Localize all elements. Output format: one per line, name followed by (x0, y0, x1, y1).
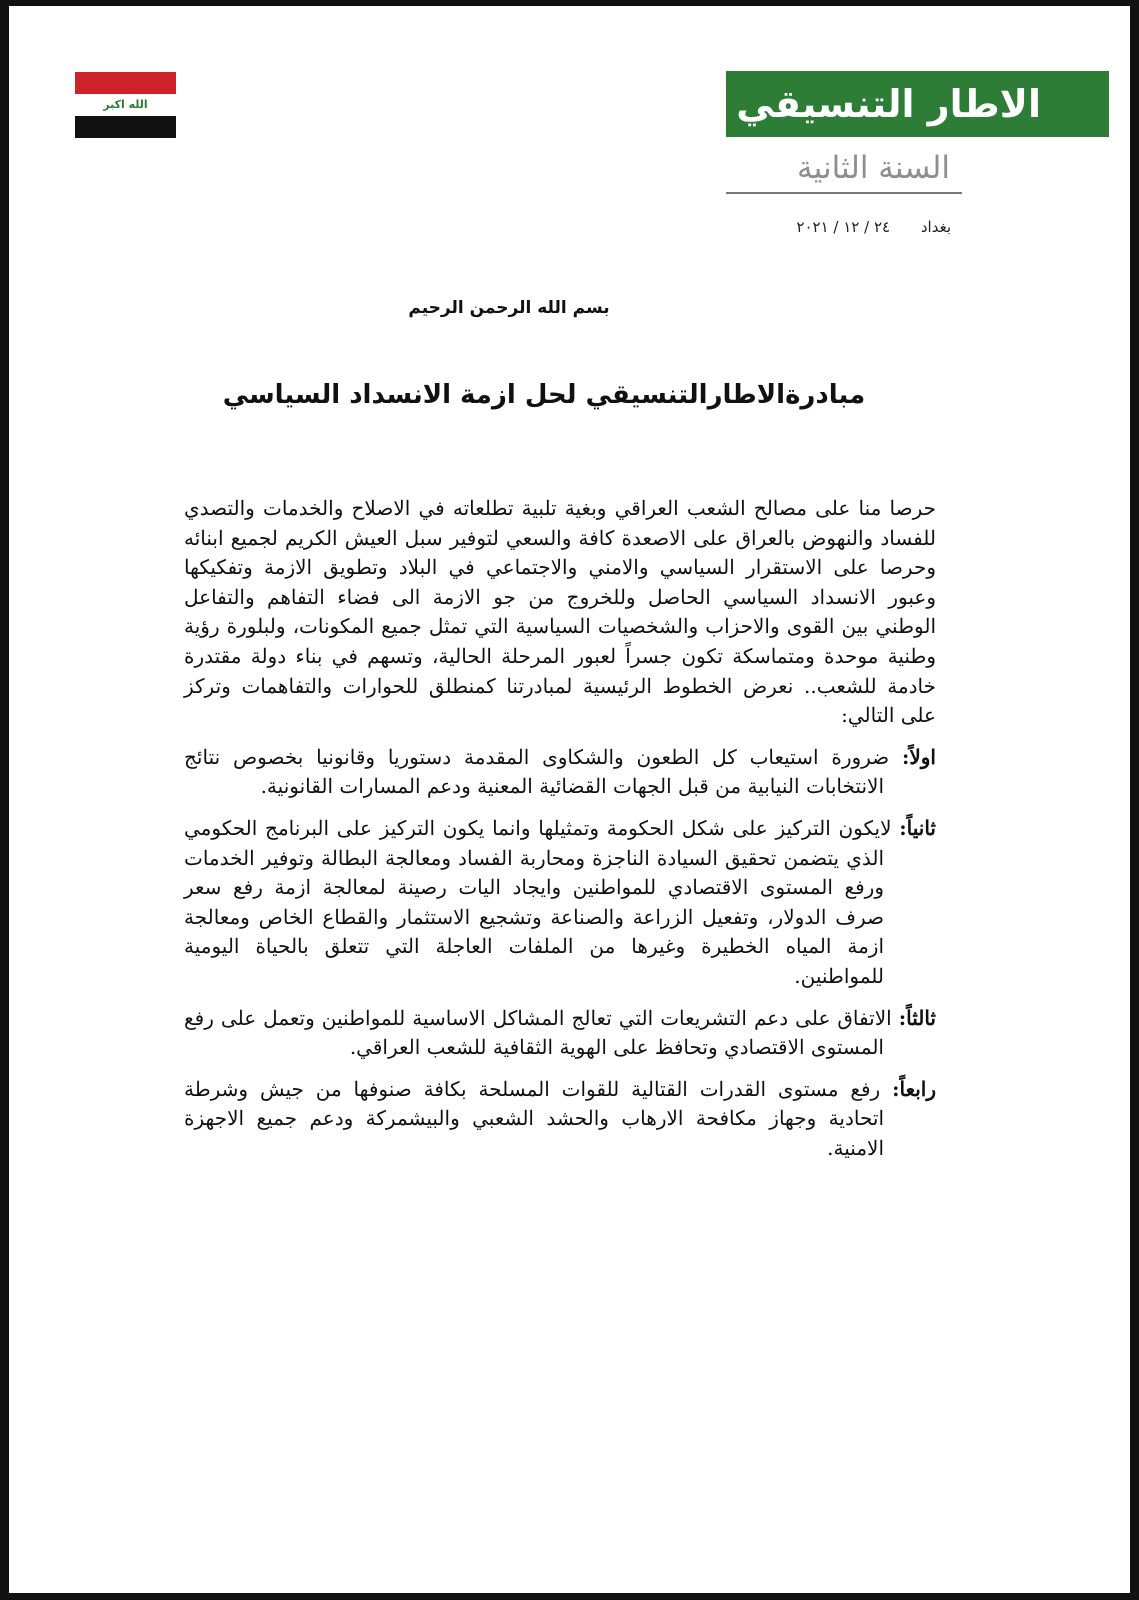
dateline-date: ٢٤ / ١٢ / ٢٠٢١ (796, 218, 891, 236)
point-item (184, 1075, 936, 1164)
point-lead: اولاً: (901, 744, 936, 769)
header-banner (726, 71, 1109, 137)
flag-white-band (75, 94, 176, 116)
document-title: مبادرةالاطارالتنسيقي لحل ازمة الانسداد السياسي (222, 380, 866, 410)
point-text: رفع مستوى القدرات القتالية للقوات المسلحة بكافة صنوفها من جيش وشرطة اتحادية وجهاز مكافحة الارهاب والحشد الشعبي والبيشمركة ودعم جميع الاجهزة الامنية. (184, 1076, 884, 1160)
point-text: الاتفاق على دعم التشريعات التي تعالج المشاكل الاساسية للمواطنين وتعمل على رفع المستوى الاقتصادي وتحافظ على الهوية الثقافية للشعب العراقي. (184, 1005, 892, 1060)
flag-inscription: الله اكبر (103, 98, 148, 111)
iraq-flag-icon (75, 72, 176, 138)
point-lead: ثانياً: (899, 815, 936, 840)
point-item (184, 1004, 936, 1063)
header-subtitle (726, 142, 962, 194)
org-name: الاطار التنسيقي (736, 82, 1041, 126)
basmala: بسم الله الرحمن الرحيم (408, 298, 610, 318)
point-lead: ثالثاً: (898, 1005, 936, 1030)
dateline (726, 218, 951, 242)
subtitle-text: السنة الثانية (796, 150, 950, 186)
point-text: لايكون التركيز على شكل الحكومة وتمثيلها وانما يكون التركيز على البرنامج الحكومي الذي يتضمن تحقيق السيادة الناجزة ومحاربة الفساد ومعالجة البطالة وتوفير الخدمات ورفع المستوى الاقتصادي للمواطنين وايجاد اليات رصينة لمعالجة ازمة رفع سعر صرف الدولار، وتفعيل الزراعة والصناعة وتشجيع الاستثمار والقطاع الخاص ومعالجة ازمة المياه الخطيرة وغيرها من الملفات العاجلة التي تتعلق بالحياة اليومية للمواطنين. (184, 815, 892, 988)
document-body (184, 494, 936, 1175)
point-lead: رابعاً: (892, 1076, 936, 1101)
point-item (184, 814, 936, 992)
flag-red-band (75, 72, 176, 94)
point-text: ضرورة استيعاب كل الطعون والشكاوى المقدمة دستوريا وقانونيا بخصوص نتائج الانتخابات النيابية من قبل الجهات القضائية المعنية ودعم المسارات القانونية. (184, 744, 890, 799)
point-item (184, 743, 936, 802)
flag-black-band (75, 116, 176, 138)
dateline-city: بغداد (920, 218, 951, 236)
intro-paragraph: حرصا منا على مصالح الشعب العراقي وبغية تلبية تطلعاته في الاصلاح والخدمات والتصدي للفساد والنهوض بالعراق على الاصعدة كافة والسعي لتوفير سبل العيش الكريم لجميع ابنائه وحرصا على الاستقرار السياسي والامني والاجتماعي في البلاد وتطويق الازمة وتفكيكها وعبور الانسداد السياسي الحاصل وللخروج من جو الازمة الى فضاء التفاهم والتفاعل الوطني بين القوى والاحزاب والشخصيات السياسية التي تمثل جميع المكونات، ولبلورة رؤية وطنية موحدة ومتماسكة تكون جسراً لعبور المرحلة الحالية، وتسهم في بناء دولة مقتدرة خادمة للشعب.. نعرض الخطوط الرئيسية لمبادرتنا كمنطلق للحوارات والتفاهمات وتركز على التالي: (184, 496, 936, 728)
document-page (9, 6, 1130, 1593)
